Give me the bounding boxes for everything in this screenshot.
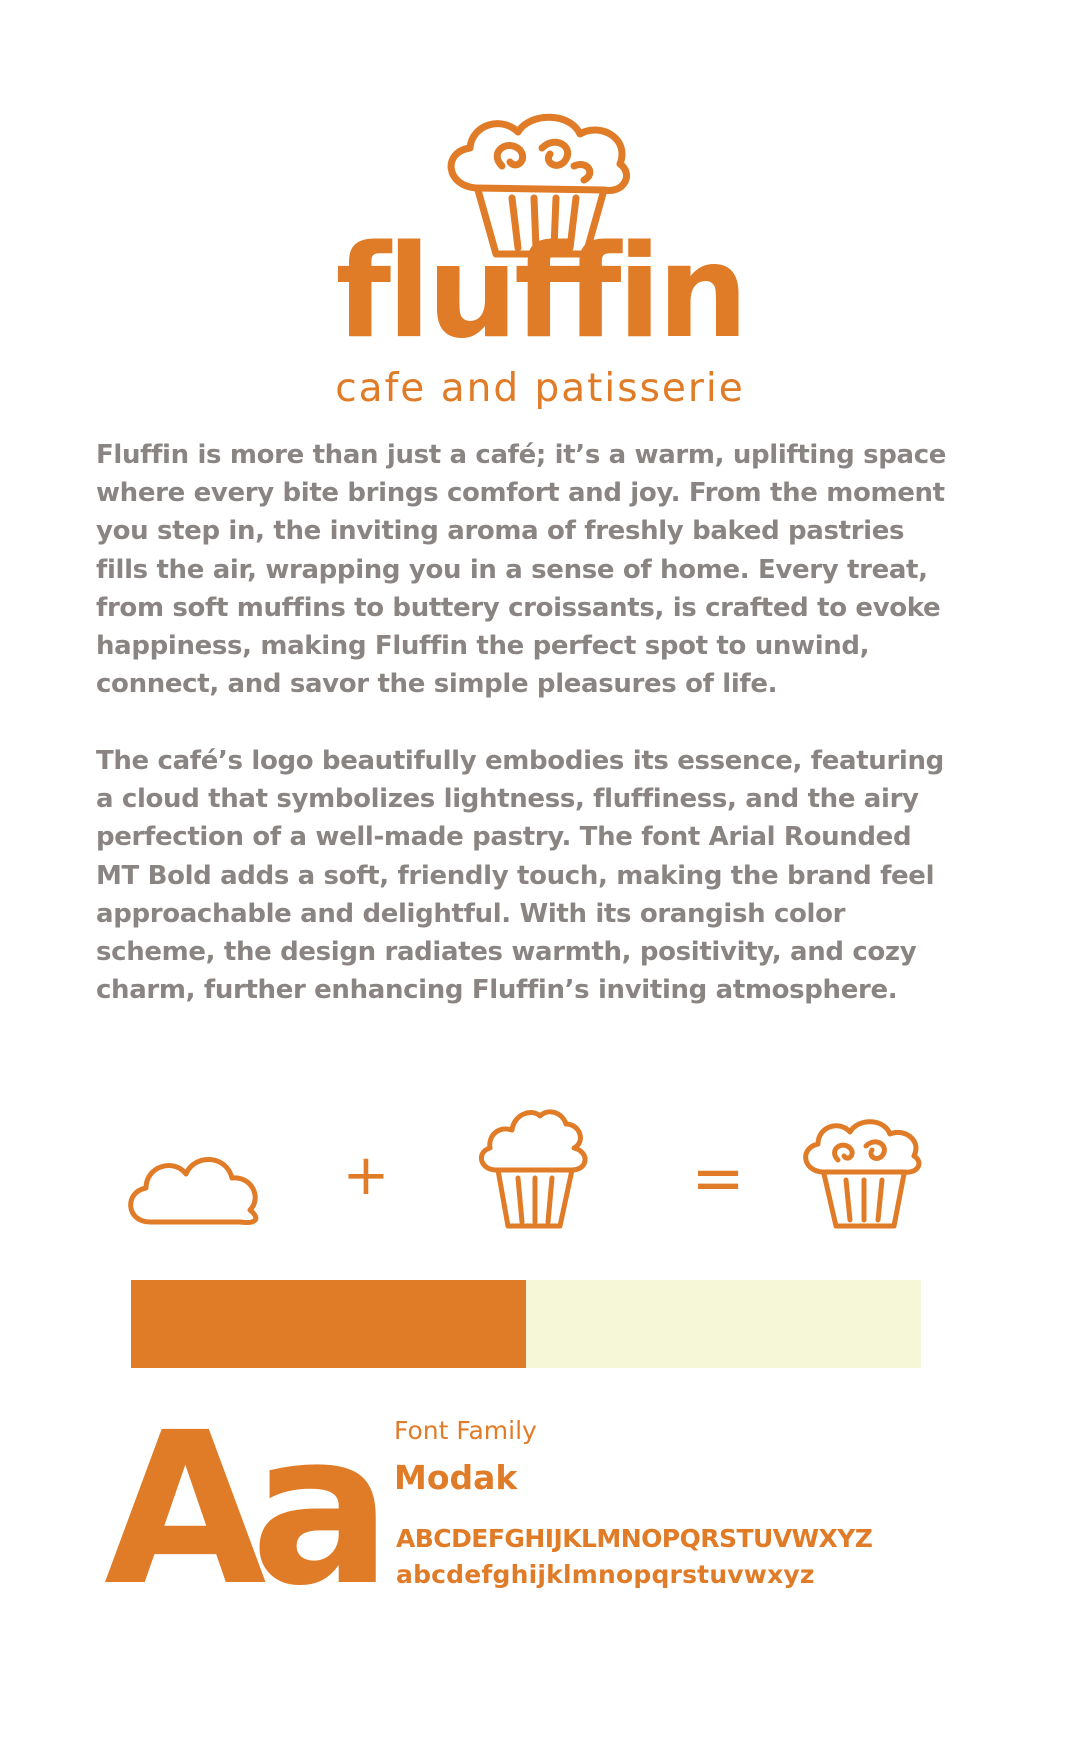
brand-tagline: cafe and patisserie — [335, 366, 745, 411]
lowercase-alphabet: abcdefghijklmnopqrstuvwxyz — [396, 1560, 815, 1589]
paragraph-line: perfection of a well-made pastry. The font Arial Rounded — [96, 822, 912, 853]
font-family-name: Modak — [394, 1458, 518, 1497]
paragraph-line: you step in, the inviting aroma of freshly baked pastries — [96, 516, 905, 547]
paragraph-line: Fluffin is more than just a café; it’s a warm, uplifting space — [96, 440, 947, 470]
equals-sign: = — [691, 1142, 745, 1216]
color-palette — [131, 1280, 921, 1368]
paragraph-line: charm, further enhancing Fluffin’s inviting atmosphere. — [96, 975, 898, 1006]
paragraph-line: connect, and savor the simple pleasures of life. — [96, 669, 778, 700]
color-swatch-orange — [131, 1280, 526, 1368]
font-family-label: Font Family — [394, 1416, 537, 1445]
paragraph-line: from soft muffins to buttery croissants, is crafted to evoke — [96, 592, 941, 623]
paragraph-line: happiness, making Fluffin the perfect spot to unwind, — [96, 631, 870, 662]
logo-equation — [0, 1090, 1080, 1240]
paragraph-line: fills the air, wrapping you in a sense of home. Every treat, — [96, 554, 928, 585]
uppercase-alphabet: ABCDEFGHIJKLMNOPQRSTUVWXYZ — [396, 1524, 873, 1553]
paragraph-line: MT Bold adds a soft, friendly touch, making the brand feel — [96, 860, 935, 891]
description-paragraph-2 — [96, 742, 1016, 1009]
paragraph-line: The café’s logo beautifully embodies its essence, featuring — [96, 746, 944, 776]
plus-sign: + — [342, 1143, 390, 1208]
cupcake-icon — [481, 1112, 585, 1226]
paragraph-line: scheme, the design radiates warmth, positivity, and cozy — [96, 937, 917, 968]
paragraph-line: a cloud that symbolizes lightness, fluffiness, and the airy — [96, 784, 919, 815]
paragraph-line: where every bite brings comfort and joy. From the moment — [96, 478, 945, 509]
brand-wordmark: fluffin — [335, 218, 745, 367]
paragraph-line: approachable and delightful. With its orangish color — [96, 898, 846, 929]
description-paragraph-1 — [96, 436, 1016, 703]
cloud-icon — [131, 1159, 256, 1222]
color-swatch-cream — [526, 1280, 921, 1368]
fluffin-logo-icon — [806, 1122, 919, 1226]
font-specimen: Aa — [104, 1387, 377, 1632]
